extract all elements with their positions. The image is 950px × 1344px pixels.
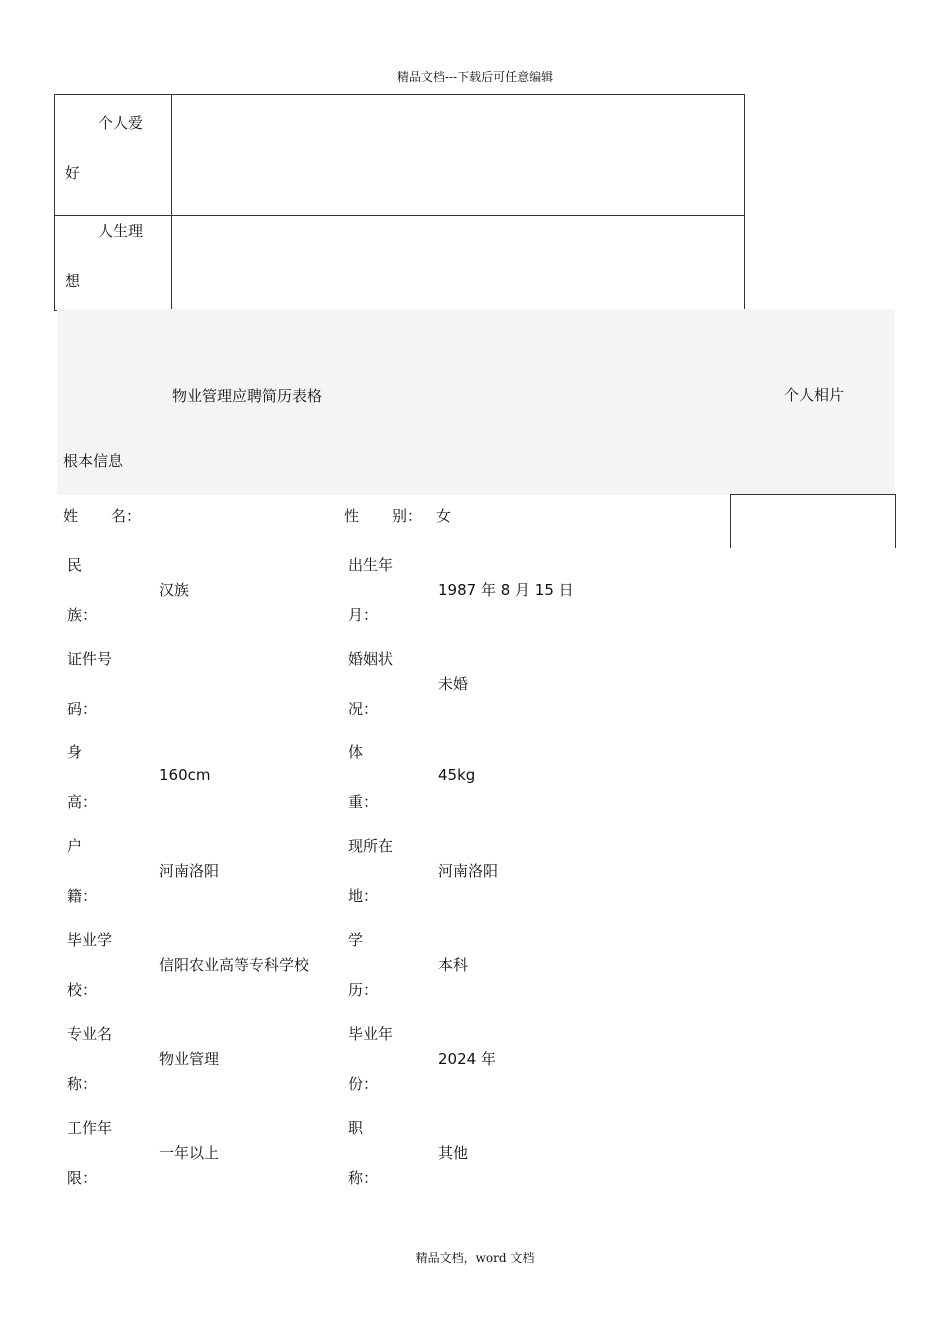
name-label-2: 名： (111, 507, 142, 525)
field-value: 1987 年 8 月 15 日 (438, 581, 574, 599)
field-value: 汉族 (159, 581, 190, 599)
field-label-bottom: 族： (67, 606, 98, 624)
field-label-top: 工作年 (67, 1119, 113, 1137)
field-label-bottom: 重： (348, 793, 379, 811)
section-title: 根本信息 (63, 452, 124, 470)
field-label-top: 出生年 (348, 556, 394, 574)
field-label-top: 户 (67, 837, 83, 855)
field-label-top: 现所在 (348, 837, 394, 855)
field-label-bottom: 称： (348, 1169, 379, 1187)
document-title: 物业管理应聘简历表格 (172, 387, 323, 405)
hobby-label-wrap: 好 (65, 164, 81, 182)
field-value: 2024 年 (438, 1050, 496, 1068)
field-value: 信阳农业高等专科学校 (159, 956, 310, 974)
field-label-bottom: 况： (348, 700, 379, 718)
field-label-bottom: 籍： (67, 887, 98, 905)
field-value: 河南洛阳 (159, 862, 220, 880)
field-label-top: 民 (67, 556, 83, 574)
field-label-bottom: 月： (348, 606, 379, 624)
gender-value: 女 (436, 507, 452, 525)
field-value: 本科 (438, 956, 469, 974)
field-label-bottom: 份： (348, 1075, 379, 1093)
field-label-bottom: 称： (67, 1075, 98, 1093)
gender-label-1: 性 (344, 507, 360, 525)
name-label-1: 姓 (63, 507, 79, 525)
field-label-bottom: 地： (348, 887, 379, 905)
ideal-label-wrap: 想 (65, 272, 81, 290)
field-value: 河南洛阳 (438, 862, 499, 880)
ideal-label: 人生理 (98, 222, 144, 240)
field-value: 其他 (438, 1144, 469, 1162)
table-divider-horizontal (54, 215, 745, 216)
field-value: 物业管理 (159, 1050, 220, 1068)
gender-label-2: 别： (392, 507, 423, 525)
field-value: 160cm (159, 766, 211, 784)
field-label-bottom: 限： (67, 1169, 98, 1187)
field-label-top: 职 (348, 1119, 364, 1137)
hobby-ideal-table (54, 94, 745, 311)
field-label-top: 毕业年 (348, 1025, 394, 1043)
field-label-top: 婚姻状 (348, 650, 394, 668)
table-divider-vertical (171, 94, 172, 311)
field-label-bottom: 历： (348, 981, 379, 999)
field-label-top: 专业名 (67, 1025, 113, 1043)
photo-placeholder (730, 494, 896, 548)
page-header: 精品文档---下载后可任意编辑 (396, 70, 554, 84)
field-label-bottom: 校： (67, 981, 98, 999)
hobby-label: 个人爱 (98, 114, 144, 132)
field-label-top: 体 (348, 743, 364, 761)
field-value: 一年以上 (159, 1144, 220, 1162)
photo-label: 个人相片 (784, 386, 845, 404)
field-value: 未婚 (438, 675, 469, 693)
field-label-top: 毕业学 (67, 931, 113, 949)
field-label-top: 证件号 (67, 650, 113, 668)
field-value: 45kg (438, 766, 476, 784)
field-label-bottom: 码： (67, 700, 98, 718)
page-footer: 精品文档，word 文档 (415, 1251, 535, 1265)
field-label-bottom: 高： (67, 793, 98, 811)
field-label-top: 身 (67, 743, 83, 761)
field-label-top: 学 (348, 931, 364, 949)
